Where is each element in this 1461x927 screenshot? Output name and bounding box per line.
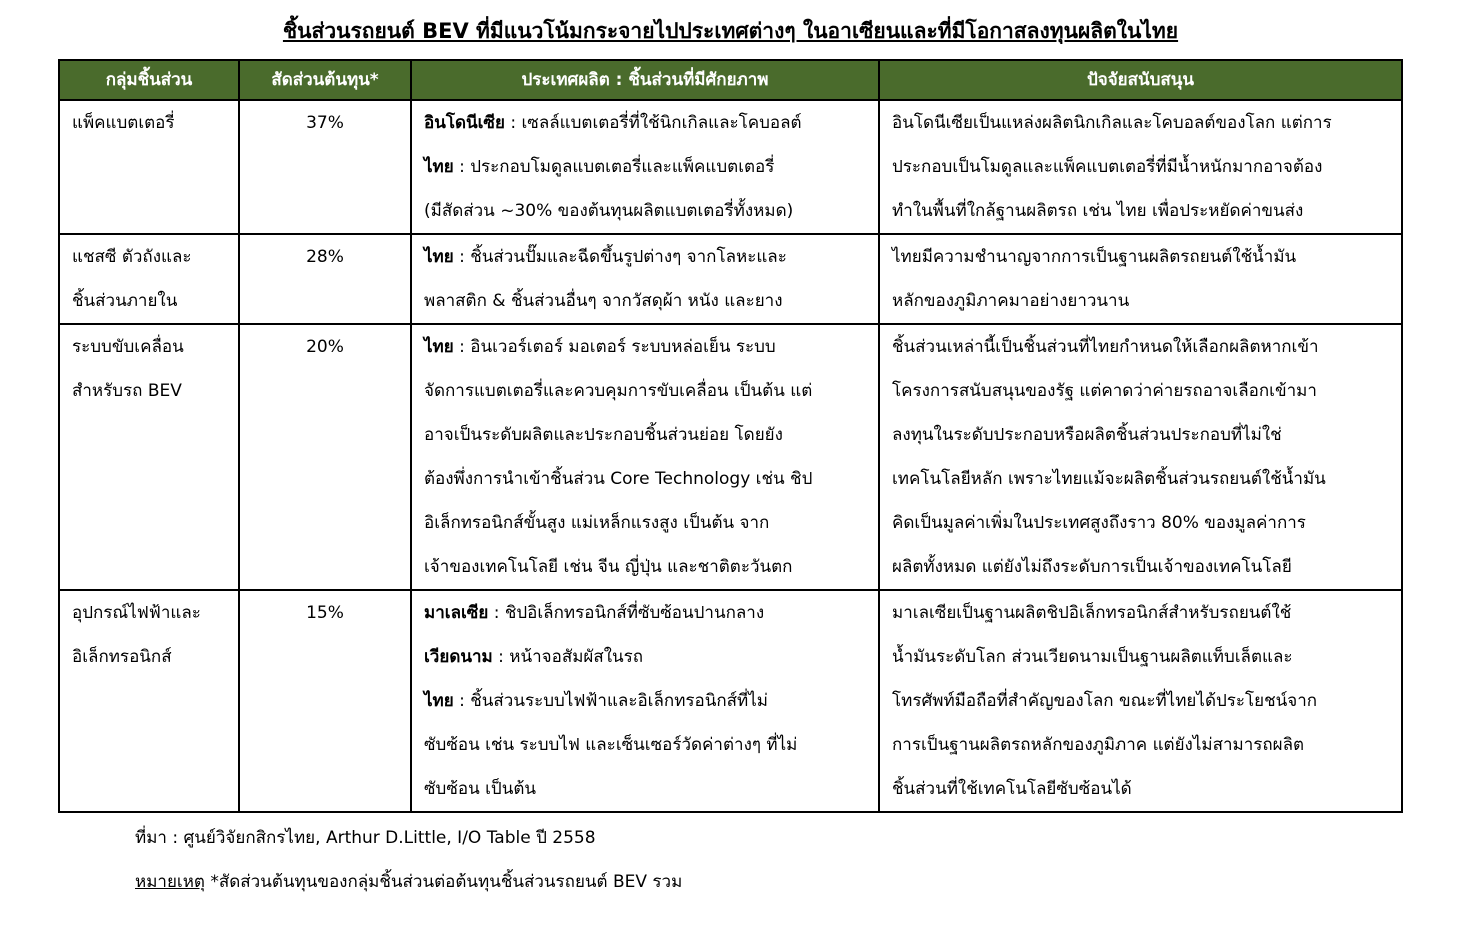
header-supporting-factors: ปัจจัยสนับสนุน: [879, 60, 1402, 100]
country-name: มาเลเซีย: [424, 603, 489, 623]
factor-line: อินโดนีเซียเป็นแหล่งผลิตนิกเกิลและโคบอลต์ของโลก แต่การ: [892, 113, 1332, 133]
group-label: ระบบขับเคลื่อน: [72, 337, 184, 357]
group-label: แพ็คแบตเตอรี่: [72, 113, 175, 133]
country-line: [424, 325, 866, 369]
header-group: กลุ่มชิ้นส่วน: [59, 60, 239, 100]
producing-country-cell: [411, 590, 879, 812]
country-name: อินโดนีเซีย: [424, 113, 505, 133]
cost-share-cell: [239, 100, 411, 234]
table-row: [59, 234, 1402, 324]
country-line: [424, 279, 866, 323]
country-detail: : ชิ้นส่วนระบบไฟฟ้าและอิเล็กทรอนิกส์ที่ไม่: [459, 691, 769, 711]
country-detail: (มีสัดส่วน ~30% ของต้นทุนผลิตแบตเตอรี่ทั้งหมด): [424, 201, 794, 221]
factor-line: การเป็นฐานผลิตรถหลักของภูมิภาค แต่ยังไม่สามารถผลิต: [892, 735, 1305, 755]
factor-line: น้ำมันระดับโลก ส่วนเวียดนามเป็นฐานผลิตแท็บเล็ตและ: [892, 647, 1293, 667]
group-cell: [59, 590, 239, 812]
table-row: [59, 324, 1402, 590]
producing-country-cell: [411, 324, 879, 590]
country-detail: : หน้าจอสัมผัสในรถ: [498, 647, 644, 667]
group-cell: [59, 324, 239, 590]
cost-share-cell: [239, 234, 411, 324]
country-line: [424, 457, 866, 501]
supporting-factors-cell: [879, 234, 1402, 324]
group-cell: [59, 234, 239, 324]
country-line: [424, 235, 866, 279]
factor-line: โทรศัพท์มือถือที่สำคัญของโลก ขณะที่ไทยได้ประโยชน์จาก: [892, 691, 1318, 711]
cost-share-value: 28%: [306, 247, 344, 267]
supporting-factors-cell: [879, 324, 1402, 590]
factor-line: ลงทุนในระดับประกอบหรือผลิตชิ้นส่วนประกอบที่ไม่ใช่: [892, 425, 1282, 445]
components-table: [58, 59, 1403, 813]
country-line: [424, 101, 866, 145]
group-label: อิเล็กทรอนิกส์: [72, 647, 172, 667]
country-detail: ต้องพึ่งการนำเข้าชิ้นส่วน Core Technology เช่น ชิป: [424, 469, 813, 489]
group-label: ชิ้นส่วนภายใน: [72, 291, 178, 311]
country-detail: อาจเป็นระดับผลิตและประกอบชิ้นส่วนย่อย โดยยัง: [424, 425, 783, 445]
country-line: [424, 679, 866, 723]
country-name: ไทย: [424, 337, 454, 357]
factor-line: ชิ้นส่วนที่ใช้เทคโนโลยีซับซ้อนได้: [892, 779, 1132, 799]
country-line: [424, 591, 866, 635]
source-note: ที่มา : ศูนย์วิจัยกสิกรไทย, Arthur D.Little, I/O Table ปี 2558: [135, 828, 596, 848]
table-row: [59, 590, 1402, 812]
footnote: [135, 867, 682, 897]
country-detail: : อินเวอร์เตอร์ มอเตอร์ ระบบหล่อเย็น ระบบ: [459, 337, 776, 357]
country-name: ไทย: [424, 691, 454, 711]
table-header-row: [59, 60, 1402, 100]
factor-line: ทำในพื้นที่ใกล้ฐานผลิตรถ เช่น ไทย เพื่อประหยัดค่าขนส่ง: [892, 201, 1304, 221]
header-cost-share: สัดส่วนต้นทุน*: [239, 60, 411, 100]
supporting-factors-cell: [879, 100, 1402, 234]
table-row: [59, 100, 1402, 234]
country-line: [424, 145, 866, 189]
producing-country-cell: [411, 234, 879, 324]
table-body: [59, 100, 1402, 812]
country-line: [424, 545, 866, 589]
cost-share-value: 20%: [306, 337, 344, 357]
group-label: สำหรับรถ BEV: [72, 381, 182, 401]
factor-line: มาเลเซียเป็นฐานผลิตชิปอิเล็กทรอนิกส์สำหรับรถยนต์ใช้: [892, 603, 1292, 623]
country-line: [424, 413, 866, 457]
country-line: [424, 501, 866, 545]
factor-line: ชิ้นส่วนเหล่านี้เป็นชิ้นส่วนที่ไทยกำหนดให้เลือกผลิตหากเข้า: [892, 337, 1319, 357]
factor-line: คิดเป็นมูลค่าเพิ่มในประเทศสูงถึงราว 80% ของมูลค่าการ: [892, 513, 1306, 533]
group-label: แชสซี ตัวถังและ: [72, 247, 192, 267]
factor-line: ไทยมีความชำนาญจากการเป็นฐานผลิตรถยนต์ใช้น้ำมัน: [892, 247, 1297, 267]
country-name: ไทย: [424, 157, 454, 177]
country-line: [424, 189, 866, 233]
country-detail: ซับซ้อน เป็นต้น: [424, 779, 536, 799]
factor-line: ประกอบเป็นโมดูลและแพ็คแบตเตอรี่ที่มีน้ำหนักมากอาจต้อง: [892, 157, 1323, 177]
country-name: เวียดนาม: [424, 647, 493, 667]
country-detail: : ประกอบโมดูลแบตเตอรี่และแพ็คแบตเตอรี่: [459, 157, 775, 177]
country-detail: ซับซ้อน เช่น ระบบไฟ และเซ็นเซอร์วัดค่าต่างๆ ที่ไม่: [424, 735, 798, 755]
country-detail: : เซลล์แบตเตอรี่ที่ใช้นิกเกิลและโคบอลต์: [510, 113, 802, 133]
cost-share-value: 15%: [306, 603, 344, 623]
cost-share-cell: [239, 590, 411, 812]
country-line: [424, 369, 866, 413]
group-cell: [59, 100, 239, 234]
country-name: ไทย: [424, 247, 454, 267]
country-detail: : ชิ้นส่วนปั๊มและฉีดขึ้นรูปต่างๆ จากโลหะและ: [459, 247, 787, 267]
country-detail: อิเล็กทรอนิกส์ขั้นสูง แม่เหล็กแรงสูง เป็นต้น จาก: [424, 513, 770, 533]
group-label: อุปกรณ์ไฟฟ้าและ: [72, 603, 201, 623]
factor-line: หลักของภูมิภาคมาอย่างยาวนาน: [892, 291, 1130, 311]
country-detail: : ชิปอิเล็กทรอนิกส์ที่ซับซ้อนปานกลาง: [493, 603, 765, 623]
factor-line: โครงการสนับสนุนของรัฐ แต่คาดว่าค่ายรถอาจเลือกเข้ามา: [892, 381, 1317, 401]
footnote-text: *สัดส่วนต้นทุนของกลุ่มชิ้นส่วนต่อต้นทุนชิ้นส่วนรถยนต์ BEV รวม: [204, 872, 683, 892]
cost-share-value: 37%: [306, 113, 344, 133]
factor-line: ผลิตทั้งหมด แต่ยังไม่ถึงระดับการเป็นเจ้าของเทคโนโลยี: [892, 557, 1292, 577]
producing-country-cell: [411, 100, 879, 234]
country-detail: เจ้าของเทคโนโลยี เช่น จีน ญี่ปุ่น และชาติตะวันตก: [424, 557, 793, 577]
page-title: ชิ้นส่วนรถยนต์ BEV ที่มีแนวโน้มกระจายไปประเทศต่างๆ ในอาเซียนและที่มีโอกาสลงทุนผลิตในไทย: [282, 19, 1179, 43]
country-detail: จัดการแบตเตอรี่และควบคุมการขับเคลื่อน เป็นต้น แต่: [424, 381, 813, 401]
footnote-label: หมายเหตุ: [135, 872, 205, 892]
factor-line: เทคโนโลยีหลัก เพราะไทยแม้จะผลิตชิ้นส่วนรถยนต์ใช้น้ำมัน: [892, 469, 1326, 489]
country-line: [424, 723, 866, 767]
cost-share-cell: [239, 324, 411, 590]
country-line: [424, 767, 866, 811]
country-line: [424, 635, 866, 679]
supporting-factors-cell: [879, 590, 1402, 812]
country-detail: พลาสติก & ชิ้นส่วนอื่นๆ จากวัสดุผ้า หนัง และยาง: [424, 291, 783, 311]
header-producing-country: ประเทศผลิต : ชิ้นส่วนที่มีศักยภาพ: [411, 60, 879, 100]
